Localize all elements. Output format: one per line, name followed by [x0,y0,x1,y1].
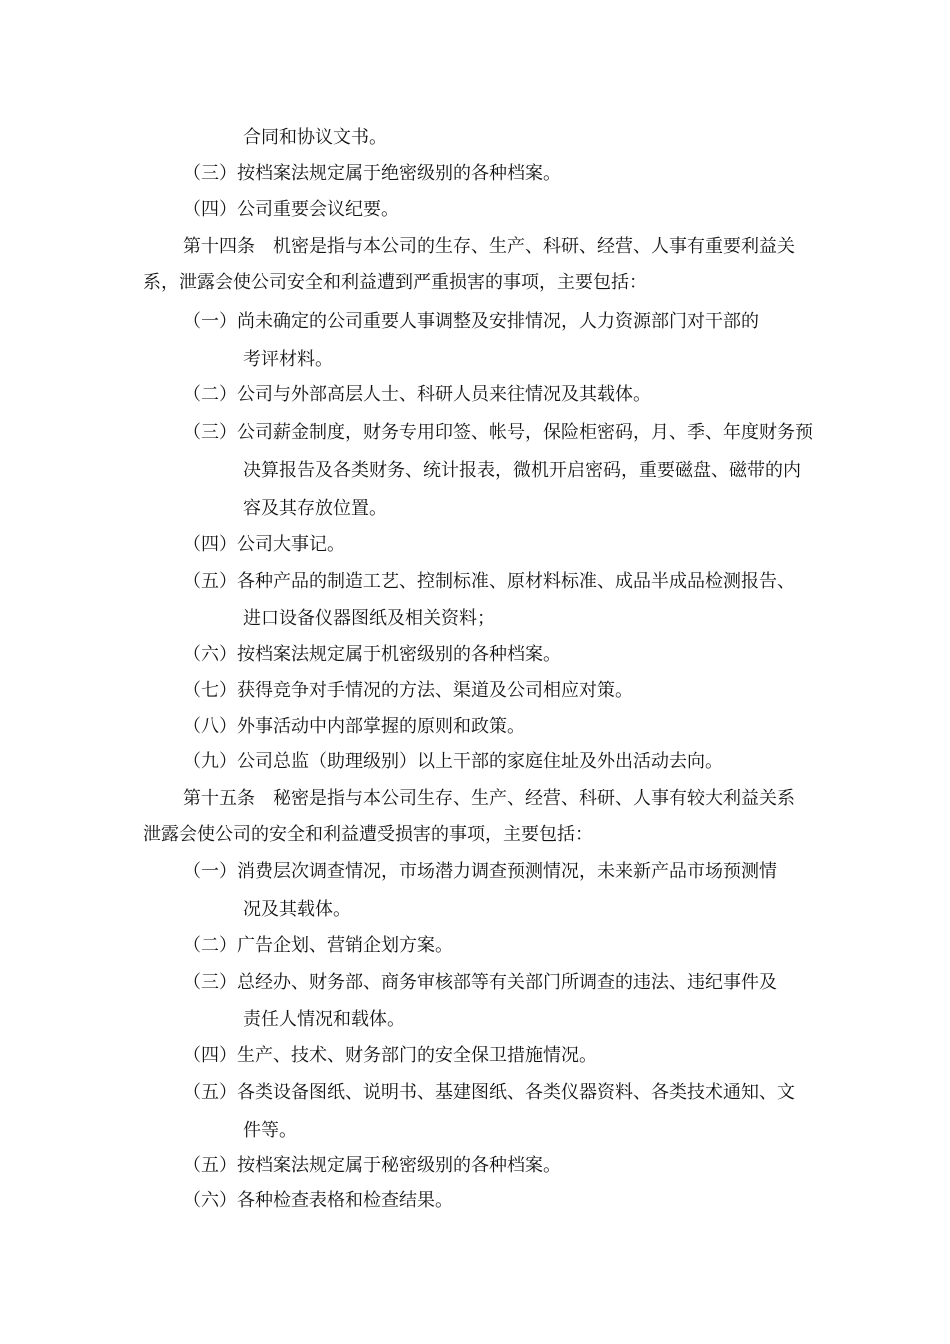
list-marker: （五） [183,1082,237,1103]
article-14-text-line: 系，泄露会使公司安全和利益遭到严重损害的事项，主要包括： [143,272,647,293]
list-marker: （一） [183,861,237,882]
list-marker: （四） [183,199,237,220]
list-item-text: 公司重要会议纪要。 [237,199,399,220]
list-item [183,1044,597,1068]
list-marker: （五） [183,571,237,592]
list-item-continuation: 进口设备仪器图纸及相关资料； [243,608,495,629]
list-item-continuation: 件等。 [243,1120,297,1141]
list-item-continuation: 决算报告及各类财务、统计报表，微机开启密码，重要磁盘、磁带的内 [243,460,801,481]
list-item [183,1189,453,1213]
list-item-text: 各类设备图纸、说明书、基建图纸、各类仪器资料、各类技术通知、文 [237,1082,795,1103]
list-item-text: 按档案法规定属于绝密级别的各种档案。 [237,163,561,184]
list-marker: （三） [183,422,237,443]
list-item-text: 按档案法规定属于机密级别的各种档案。 [237,644,561,665]
article-14-title: 第十四条 [183,236,255,257]
list-marker: （三） [183,972,237,993]
list-item [183,421,813,445]
list-item-text: 公司总监（助理级别）以上干部的家庭住址及外出活动去向。 [237,751,723,772]
list-marker: （八） [183,716,237,737]
article-15-title: 第十五条 [183,788,255,809]
article-14-first-line [183,235,795,259]
list-item-text: 总经办、财务部、商务审核部等有关部门所调查的违法、违纪事件及 [237,972,777,993]
list-item [183,750,723,774]
list-marker: （二） [183,935,237,956]
list-item-continuation: 考评材料。 [243,349,333,370]
list-item-continuation: 容及其存放位置。 [243,498,387,519]
list-marker: （二） [183,384,237,405]
article-15-text-line: 泄露会使公司的安全和利益遭受损害的事项，主要包括： [143,824,593,845]
list-item [183,310,759,334]
list-marker: （六） [183,1190,237,1211]
list-item-text: 生产、技术、财务部门的安全保卫措施情况。 [237,1045,597,1066]
list-item [183,715,525,739]
list-item-text: 公司薪金制度，财务专用印签、帐号，保险柜密码，月、季、年度财务预 [237,422,813,443]
list-item-continuation: 况及其载体。 [243,899,351,920]
list-item [183,1081,795,1105]
article-15-text: 秘密是指与本公司生存、生产、经营、科研、人事有较大利益关系 [273,788,795,809]
list-marker: （三） [183,163,237,184]
list-marker: （一） [183,311,237,332]
list-item-text: 消费层次调查情况，市场潜力调查预测情况，未来新产品市场预测情 [237,861,777,882]
article-14-text: 机密是指与本公司的生存、生产、科研、经营、人事有重要利益关 [273,236,795,257]
list-item-text: 按档案法规定属于秘密级别的各种档案。 [237,1155,561,1176]
list-item-text: 各种检查表格和检查结果。 [237,1190,453,1211]
list-item-text: 外事活动中内部掌握的原则和政策。 [237,716,525,737]
list-item [183,198,399,222]
list-item [183,162,561,186]
article-15-first-line [183,787,795,811]
list-item [183,533,345,557]
list-marker: （九） [183,751,237,772]
list-item [183,570,795,594]
list-item-text: 广告企划、营销企划方案。 [237,935,453,956]
list-item [183,971,777,995]
list-marker: （七） [183,680,237,701]
list-item-text: 尚未确定的公司重要人事调整及安排情况，人力资源部门对干部的 [237,311,759,332]
list-item [183,383,651,407]
list-item [183,679,633,703]
list-item [183,860,777,884]
list-item [183,1154,561,1178]
list-item-text: 获得竞争对手情况的方法、渠道及公司相应对策。 [237,680,633,701]
list-item [183,643,561,667]
list-item-text: 公司大事记。 [237,534,345,555]
list-item-text: 各种产品的制造工艺、控制标准、原材料标准、成品半成品检测报告、 [237,571,795,592]
list-item-continuation: 责任人情况和载体。 [243,1009,405,1030]
list-item [183,934,453,958]
list-item-continuation: 合同和协议文书。 [243,127,387,148]
list-marker: （四） [183,534,237,555]
list-marker: （六） [183,644,237,665]
list-marker: （四） [183,1045,237,1066]
list-item-text: 公司与外部高层人士、科研人员来往情况及其载体。 [237,384,651,405]
list-marker: （五） [183,1155,237,1176]
